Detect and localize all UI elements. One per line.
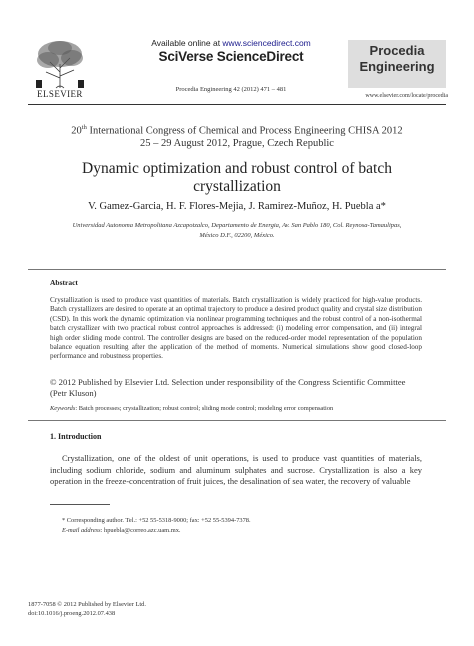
journal-homepage-link[interactable]: www.elsevier.com/locate/procedia: [365, 93, 448, 99]
email-note: [62, 527, 181, 534]
paper-title: [28, 160, 446, 195]
affiliation-line1: Universidad Autonoma Metropolitana Azcapotzalco, Departamento de Energia, Av. San Pablo 180, Col. Reynosa-Tamaulipas,: [72, 222, 402, 229]
keywords-list: : Batch processes; crystallization; robust control; sliding mode control; modeling error compensation: [75, 405, 334, 412]
elsevier-tree-logo: [28, 38, 92, 90]
journal-reference: Procedia Engineering 42 (2012) 471 – 481: [175, 86, 287, 93]
footnote-divider: [50, 504, 110, 505]
journal-title-line1: Procedia: [369, 43, 425, 58]
keywords: [50, 405, 422, 412]
publisher-name: ELSEVIER: [37, 89, 83, 99]
available-online-line: [120, 38, 342, 48]
paper-title-line2: crystallization: [193, 177, 281, 195]
paper-title-line1: Dynamic optimization and robust control of batch: [82, 160, 392, 177]
corresponding-author-note: * Corresponding author. Tel.: +52 55-5318-9000; fax: +52 55-5394-7378.: [62, 517, 251, 524]
conference-info: [28, 122, 446, 150]
email-address[interactable]: : hpuebla@correo.azc.uam.mx.: [100, 527, 181, 534]
abstract-top-divider: [28, 269, 446, 270]
sciverse-wordmark: SciVerse ScienceDirect: [158, 49, 304, 64]
conference-ordinal: 20: [71, 125, 82, 137]
email-label: E-mail address: [62, 527, 101, 534]
sciencedirect-link[interactable]: www.sciencedirect.com: [222, 38, 311, 48]
conference-line2: 25 – 29 August 2012, Prague, Czech Republic: [140, 137, 334, 149]
journal-title: [348, 43, 446, 75]
author-affiliation: [60, 221, 414, 241]
affiliation-line2: México D.F., 02200, México.: [199, 232, 275, 239]
conference-line1: [28, 122, 446, 138]
journal-title-line2: Engineering: [359, 59, 435, 74]
abstract-bottom-divider: [28, 420, 446, 421]
keywords-label: Keywords: [50, 405, 76, 412]
introduction-body: Crystallization, one of the oldest of unit operations, is used to produce vast quantities of materials, including sodium chloride, sodium and aluminum sulphates and sucrose. Crystallization is also a key operation in the freeze-concentration of fruit juices, the desalination of sea water, the recovery of valuable: [50, 453, 422, 487]
section-heading-introduction: 1. Introduction: [50, 432, 102, 441]
abstract-heading: Abstract: [50, 278, 78, 287]
header-divider: [28, 104, 446, 105]
available-prefix: Available online at: [151, 38, 223, 48]
conference-ordinal-suffix: th: [81, 124, 87, 131]
issn-line: 1877-7058 © 2012 Published by Elsevier Ltd.: [28, 601, 146, 608]
author-list: V. Gamez-Garcia, H. F. Flores-Mejia, J. Ramirez-Muñoz, H. Puebla a*: [88, 201, 386, 212]
copyright-notice: © 2012 Published by Elsevier Ltd. Selection under responsibility of the Congress Scientific Committee (Petr Kluson): [50, 377, 406, 398]
doi-link[interactable]: doi:10.1016/j.proeng.2012.07.438: [28, 610, 116, 617]
abstract-body: Crystallization is used to produce vast quantities of materials. Batch crystallization is widely practiced for high-value products. Batch crystallizers are desired to operate at an optimal trajectory to produce a desired product quality and crystal size distribution (CSD). In this work the dynamic optimization via nonlinear programming techniques and the robust control of a non-isothermal batch crystallizer with two practical robust control approaches is addressed: (i) modeling error compensation, and (ii) integral high order sliding mode control. The controller designs are based on the reduced-order model representation of the population balance equation resulting after the application of the method of moments. Numerical simulations show good closed-loop performance and robustness properties.: [50, 296, 422, 361]
conference-name: International Congress of Chemical and Process Engineering CHISA 2012: [86, 125, 403, 137]
